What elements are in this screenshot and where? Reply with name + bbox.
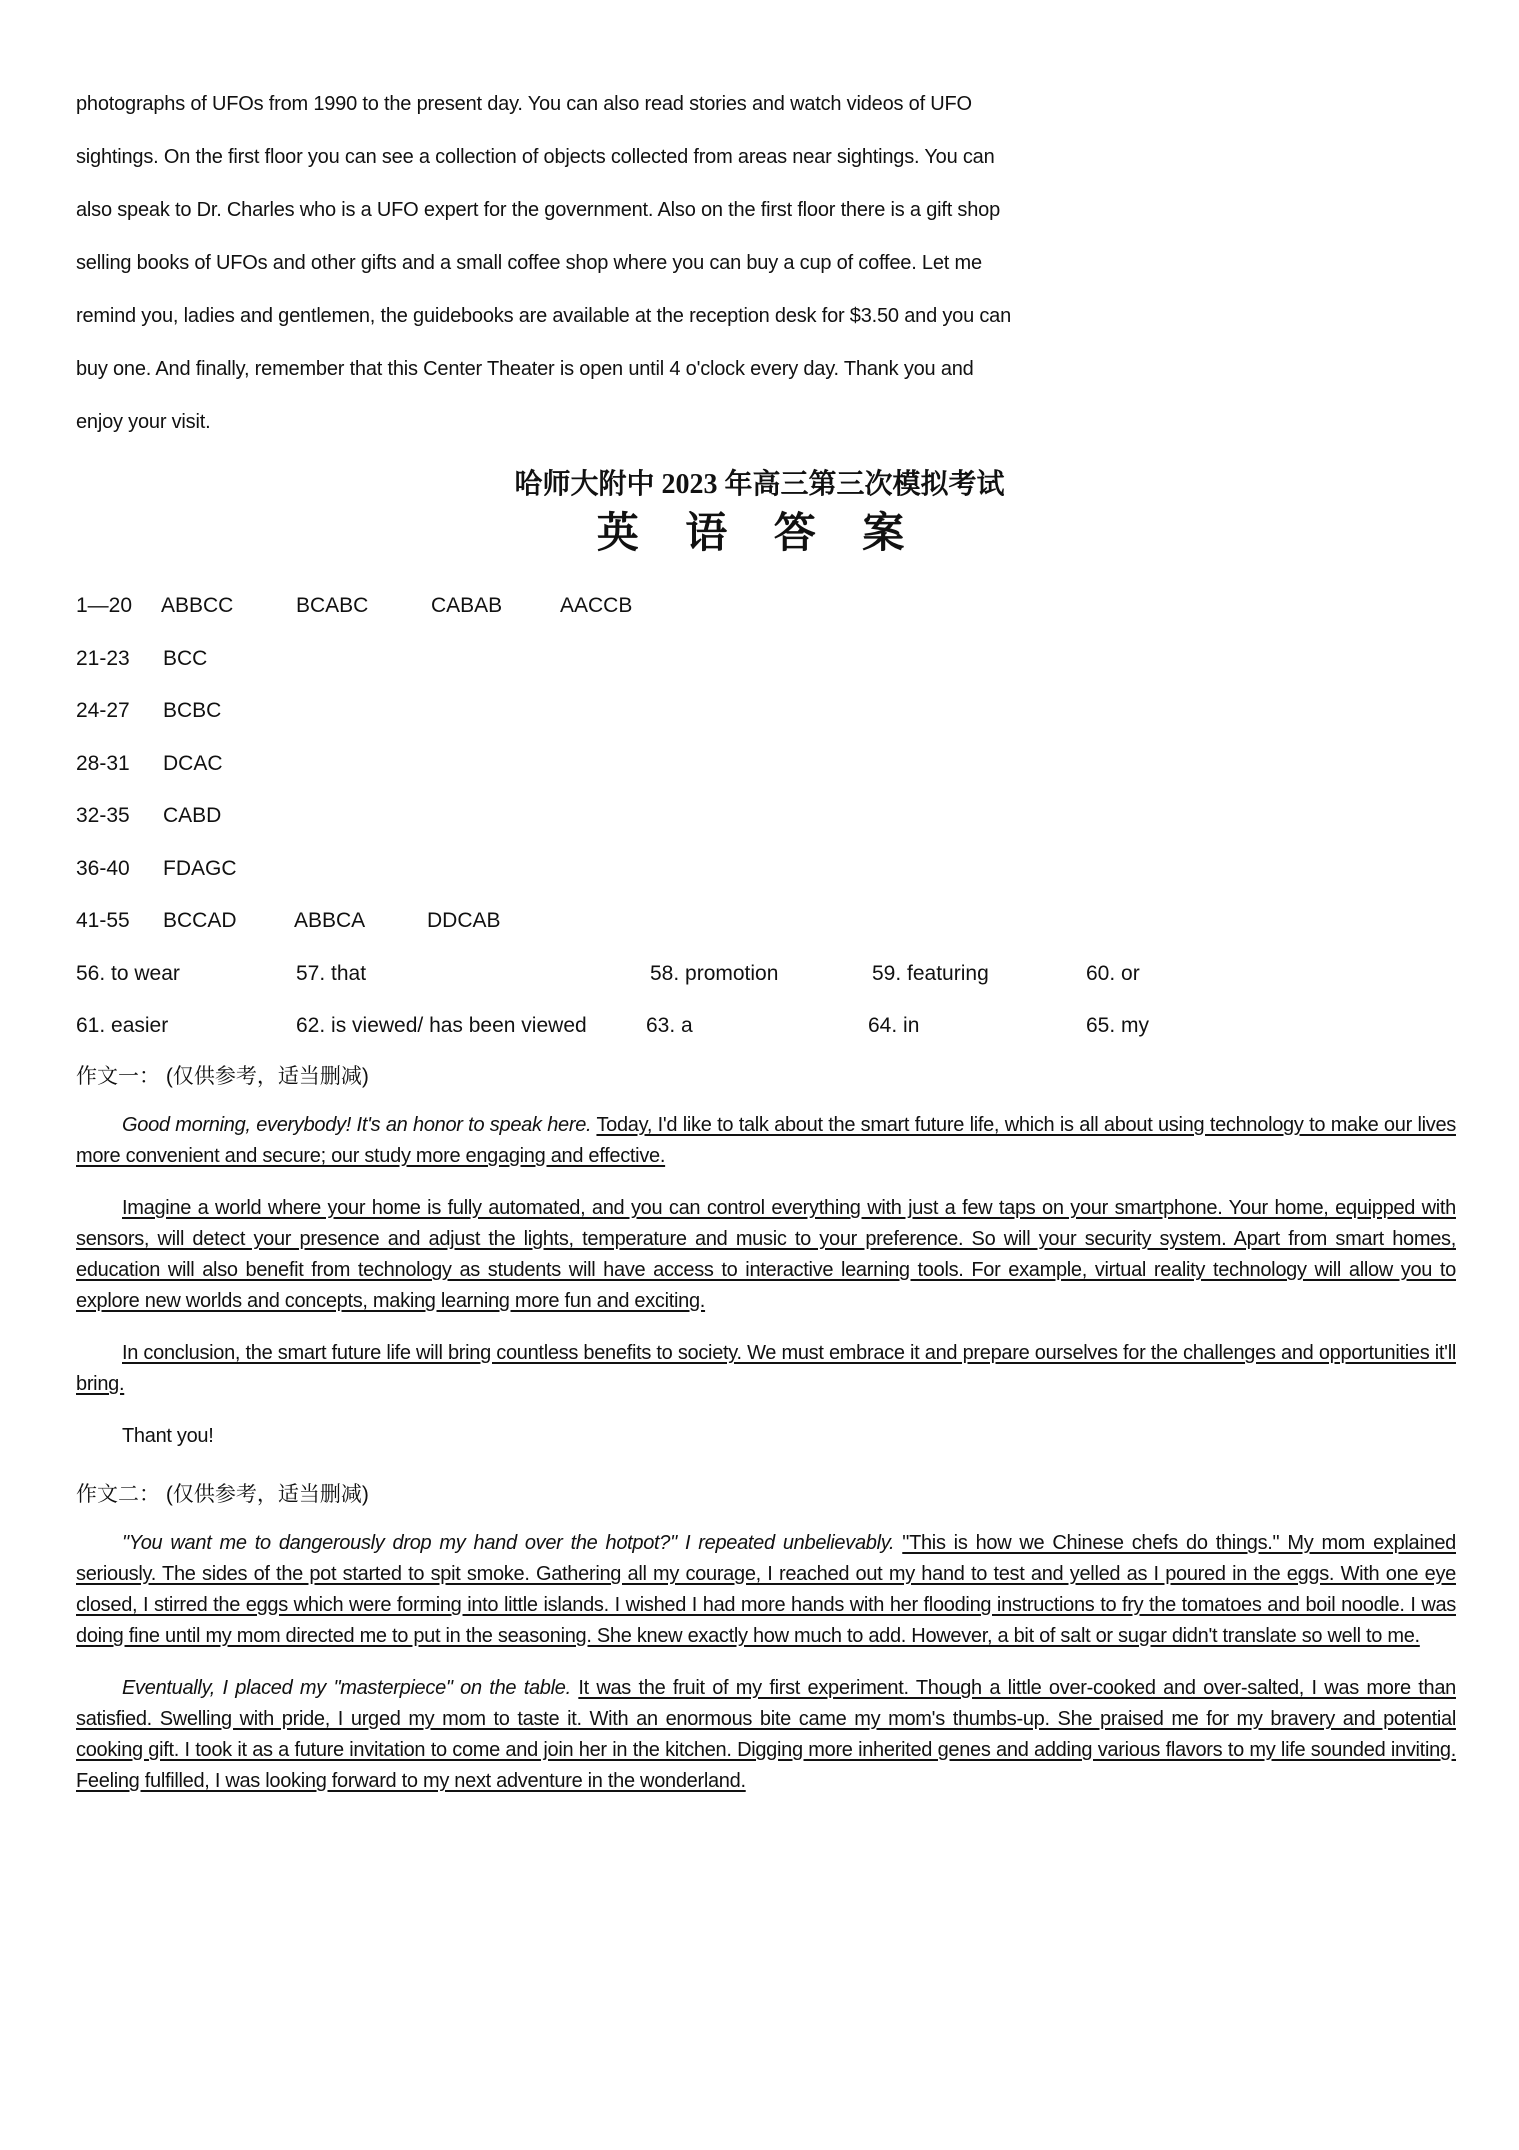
answer-row — [76, 637, 1456, 690]
essay1-body: In conclusion, the smart future life will bring countless benefits to society. We must embrace it and prepare ourselves for the challenges and opportunities it'll bring. — [76, 1342, 1456, 1395]
answer-range: 41-55 — [76, 909, 130, 932]
transcript-line: also speak to Dr. Charles who is a UFO expert for the government. Also on the first floor there is a gift shop — [76, 199, 1001, 221]
answer-row — [76, 742, 1456, 795]
fill-answer: 57. that — [296, 961, 367, 985]
essay2-paragraph — [76, 1528, 1456, 1652]
fill-answer: 58. promotion — [650, 961, 779, 985]
transcript-line: photographs of UFOs from 1990 to the present day. You can also read stories and watch videos of UFO — [76, 93, 972, 115]
essay1-body: Imagine a world where your home is fully automated, and you can control everything with just a few taps on your smartphone. Your home, equipped with sensors, will detect your presence and adjust the lights, temperature and music to your preference. So will your security system. Apart from smart homes, education will also benefit from technology as students will have access to interactive learning tools. For example, virtual reality technology will allow you to explore new worlds and concepts, making learning more fun and exciting. — [76, 1197, 1456, 1312]
essay2-body: It was the fruit of my first experiment. Though a little over-cooked and over-salted, I was more than satisfied. Swelling with pride, I urged my mom to taste it. With an enormous bite came my mom's thumbs-up. She praised me for my bravery and potential cooking gift. I took it as a future invitation to come and join her in the kitchen. Digging more inherited genes and adding various flavors to my life sounded inviting. Feeling fulfilled, I was looking forward to my next adventure in the wonderland. — [76, 1677, 1456, 1792]
answer-group: ABBCA — [294, 909, 366, 932]
fill-answer: 56. to wear — [76, 961, 180, 985]
essay1 — [76, 1110, 1456, 1473]
answer-group: BCC — [163, 646, 208, 670]
answer-range: 24-27 — [76, 699, 130, 722]
answer-row — [76, 794, 1456, 847]
answer-range: 1—20 — [76, 594, 133, 617]
answer-group: AACCB — [560, 594, 633, 617]
transcript-line: sightings. On the first floor you can see a collection of objects collected from areas near sightings. You can — [76, 146, 995, 168]
answer-group: CABD — [163, 804, 222, 827]
transcript-line: buy one. And finally, remember that this Center Theater is open until 4 o'clock every day. Thank you and — [76, 358, 974, 380]
essay1-closing: Thant you! — [122, 1425, 214, 1447]
answer-group: BCBC — [163, 699, 222, 722]
fill-answer: 61. easier — [76, 1014, 169, 1037]
essay2-paragraph — [76, 1673, 1456, 1797]
essay1-paragraph — [76, 1110, 1456, 1172]
answer-row — [76, 847, 1456, 900]
answer-row-fill-in — [76, 1004, 1456, 1057]
essay1-paragraph — [76, 1193, 1456, 1317]
essay1-body: Today, I'd like to talk about the smart future life, which is all about using technology to make our lives more convenient and secure; our study more engaging and effective. — [76, 1114, 1456, 1167]
answer-row — [76, 584, 1456, 637]
fill-answer: 64. in — [868, 1014, 920, 1037]
fill-answer: 59. featuring — [872, 961, 989, 985]
answer-group: ABBCC — [161, 594, 234, 617]
answer-group: DDCAB — [427, 909, 501, 932]
transcript-line: selling books of UFOs and other gifts and a small coffee shop where you can buy a cup of coffee. Let me — [76, 252, 982, 274]
essay2-body: "This is how we Chinese chefs do things." My mom explained seriously. The sides of the pot started to spit smoke. Gathering all my courage, I reached out my hand to test and yelled as I poured in the eggs. With one eye closed, I stirred the eggs which were forming into little islands. I wished I had more hands with her flooding instructions to fry the tomatoes and boil noodle. I was doing fine until my mom directed me to put in the seasoning. She knew exactly how much to add. However, a bit of salt or sugar didn't translate so well to me. — [76, 1532, 1456, 1647]
answer-range: 21-23 — [76, 646, 130, 670]
fill-answer: 60. or — [1086, 961, 1140, 985]
answer-group: BCCAD — [163, 909, 237, 932]
essay2 — [76, 1528, 1456, 1818]
answer-range: 28-31 — [76, 751, 130, 775]
fill-answer: 63. a — [646, 1014, 693, 1037]
answer-group: FDAGC — [163, 856, 237, 880]
answer-row-fill-in — [76, 952, 1456, 1005]
exam-title: 哈师大附中 2023 年高三第三次模拟考试 — [514, 469, 1005, 500]
answer-group: DCAC — [163, 751, 223, 775]
essay2-label: 作文二： (仅供参考，适当删减) — [76, 1483, 369, 1506]
answer-key — [76, 584, 1456, 1057]
essay2-opening: "You want me to dangerously drop my hand over the hotpot?" I repeated unbelievably. — [122, 1532, 895, 1554]
answer-range: 36-40 — [76, 856, 130, 880]
essay1-opening: Good morning, everybody! It's an honor to speak here. — [122, 1114, 592, 1136]
essay2-opening: Eventually, I placed my "masterpiece" on the table. — [122, 1677, 571, 1699]
answer-row — [76, 899, 1456, 952]
fill-answer: 62. is viewed/ has been viewed — [296, 1014, 587, 1037]
answer-group: CABAB — [431, 594, 503, 617]
answer-row — [76, 689, 1456, 742]
answer-group: BCABC — [296, 594, 369, 617]
transcript-line: remind you, ladies and gentlemen, the guidebooks are available at the reception desk for $3.50 and you can — [76, 305, 1011, 327]
essay1-paragraph — [76, 1338, 1456, 1400]
essay1-label: 作文一： (仅供参考，适当删减) — [76, 1065, 369, 1088]
transcript-line: enjoy your visit. — [76, 411, 211, 433]
answer-key-title: 英 语 答 案 — [596, 511, 923, 557]
answer-range: 32-35 — [76, 804, 130, 827]
fill-answer: 65. my — [1086, 1014, 1150, 1037]
listening-transcript — [76, 78, 1176, 449]
